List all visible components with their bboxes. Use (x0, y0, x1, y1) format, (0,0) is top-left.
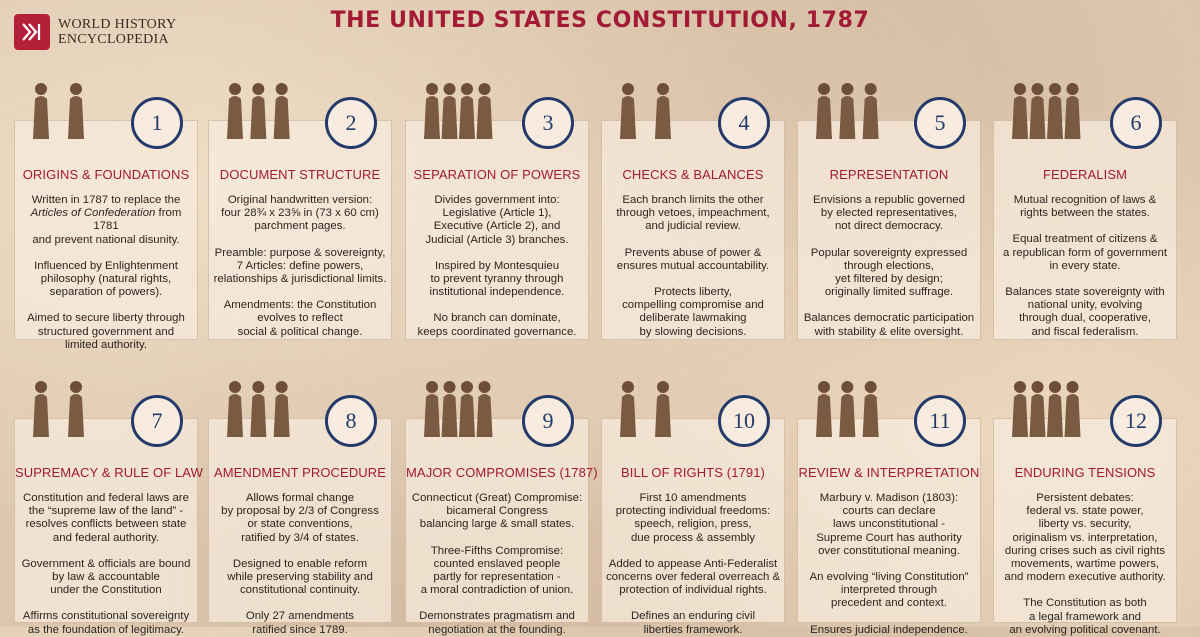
card-paragraph: The Constitution as both a legal framework and an evolving political covenant. (1009, 597, 1161, 636)
topic-card (14, 110, 198, 351)
card-body (17, 492, 195, 637)
founders-illustration (217, 75, 307, 139)
card-paragraph: Balances democratic participation with stability & elite oversight. (803, 312, 975, 338)
card-paragraph: Ensures judicial independence. (810, 623, 968, 636)
card-paragraph: Affirms constitutional sovereignty as the foundation of legitimacy. (22, 610, 190, 636)
card-paragraph: Protects liberty, compelling compromise and deliberate lawmaking by slowing decisions. (622, 286, 764, 338)
founders-illustration (23, 373, 113, 437)
topic-card (208, 110, 392, 340)
card-paragraph: Popular sovereignty expressed through elections, yet filtered by design; originally limited suffrage. (810, 246, 968, 299)
card-paragraph: Connecticut (Great) Compromise: bicameral Congress balancing large & small states. (411, 492, 583, 531)
card-paragraph: Government & officials are bound by law & accountable under the Constitution (21, 557, 191, 597)
card-body (408, 194, 586, 339)
card-paragraph: Mutual recognition of laws & rights between the states. (1013, 194, 1157, 220)
card-number-badge: 1 (131, 97, 183, 149)
founders-illustration (610, 75, 700, 139)
founders-illustration (806, 75, 896, 139)
page-title: THE UNITED STATES CONSTITUTION, 1787 (330, 8, 870, 33)
founders-illustration (23, 75, 113, 139)
card-body (996, 194, 1174, 339)
card-body (211, 492, 389, 637)
card-paragraph: Allows formal change by proposal by 2/3 of Congress or state conventions, ratified by 3/4 of states. (221, 492, 379, 544)
topic-card (993, 110, 1177, 340)
card-body (604, 492, 782, 637)
card-paragraph: Three-Fifths Compromise: counted enslaved people partly for representation - a moral contradiction of union. (420, 544, 574, 597)
card-paragraph: Defines an enduring civil liberties framework. (630, 610, 756, 636)
card-paragraph: First 10 amendments protecting individual freedoms: speech, religion, press, due process & assembly (615, 492, 771, 544)
brand-line-1: WORLD HISTORY (58, 17, 177, 32)
card-title: MAJOR COMPROMISES (1787) (406, 465, 598, 480)
founders-illustration (414, 75, 504, 139)
card-title: SUPREMACY & RULE OF LAW (15, 465, 203, 480)
founders-illustration (217, 373, 307, 437)
founders-illustration (1002, 75, 1092, 139)
card-paragraph: An evolving “living Constitution” interpreted through precedent and context. (809, 571, 969, 610)
card-paragraph: Divides government into: Legislative (Article 1), Executive (Article 2), and Judicial (Article 3) branches. (425, 194, 569, 246)
card-body (604, 194, 782, 339)
card-paragraph: Each branch limits the other through vetoes, impeachment, and judicial review. (616, 194, 770, 233)
founders-illustration (806, 373, 896, 437)
card-number-badge: 2 (325, 97, 377, 149)
card-number-badge: 5 (914, 97, 966, 149)
card-title: AMENDMENT PROCEDURE (213, 465, 387, 480)
card-title: FEDERALISM (1042, 167, 1128, 182)
card-paragraph: Marbury v. Madison (1803): courts can declare laws unconstitutional - Supreme Court has authority over constitutional meaning. (816, 492, 962, 557)
founders-illustration (1002, 373, 1092, 437)
topic-card (601, 110, 785, 340)
card-title: REPRESENTATION (829, 167, 949, 182)
card-number-badge: 7 (131, 395, 183, 447)
card-paragraph: Envisions a republic governed by elected representatives, not direct democracy. (813, 194, 965, 233)
topic-card (601, 408, 785, 636)
topic-card (405, 110, 589, 340)
founders-illustration (610, 373, 700, 437)
topic-card (797, 110, 981, 340)
card-body (408, 492, 586, 637)
card-body (211, 194, 389, 339)
card-title: ORIGINS & FOUNDATIONS (22, 167, 190, 182)
card-number-badge: 8 (325, 395, 377, 447)
card-paragraph: Written in 1787 to replace the Articles of Confederation from 1781 and prevent national disunity. (30, 194, 182, 246)
card-paragraph: Added to appease Anti-Federalist concerns over federal overreach & protection of individual rights. (605, 557, 781, 597)
card-title: REVIEW & INTERPRETATION (798, 465, 980, 480)
card-number-badge: 12 (1110, 395, 1162, 447)
document-name: Articles of Confederation (30, 207, 156, 220)
card-paragraph: No branch can dominate, keeps coordinated governance. (417, 312, 577, 338)
card-paragraph: Amendments: the Constitution evolves to reflect social & political change. (223, 299, 377, 338)
topic-card (405, 408, 598, 636)
card-title: CHECKS & BALANCES (622, 167, 764, 182)
card-body (17, 194, 195, 352)
card-number-badge: 6 (1110, 97, 1162, 149)
card-paragraph: Influenced by Enlightenment philosophy (natural rights, separation of powers). (34, 259, 178, 299)
topic-card (797, 408, 981, 636)
card-body (996, 492, 1174, 637)
card-title: ENDURING TENSIONS (1014, 465, 1156, 480)
card-number-badge: 10 (718, 395, 770, 447)
card-paragraph: Demonstrates pragmatism and negotiation at the founding. (419, 610, 575, 636)
card-paragraph: Persistent debates: federal vs. state power, liberty vs. security, originalism vs. interpretation, during crises such as civil rights movements, wartime powers, and modern executive authority. (1004, 492, 1166, 584)
card-title: SEPARATION OF POWERS (413, 167, 581, 182)
card-paragraph: Prevents abuse of power & ensures mutual accountability. (616, 246, 770, 272)
card-title: BILL OF RIGHTS (1791) (621, 465, 765, 480)
card-paragraph: Preamble: purpose & sovereignty, 7 Articles: define powers, relationships & jurisdictional limits. (213, 246, 387, 286)
topic-card (208, 408, 392, 636)
card-paragraph: Constitution and federal laws are the “supreme law of the land” - resolves conflicts between state and federal authority. (23, 492, 189, 544)
card-body (800, 194, 978, 339)
card-title: DOCUMENT STRUCTURE (219, 167, 381, 182)
card-paragraph: Only 27 amendments ratified since 1789. (245, 610, 355, 636)
card-paragraph: Original handwritten version: four 28¾ x 23⅝ in (73 x 60 cm) parchment pages. (221, 194, 379, 233)
brand-line-2: ENCYCLOPEDIA (58, 32, 169, 47)
card-paragraph: Inspired by Montesquieu to prevent tyranny through institutional independence. (429, 259, 565, 299)
card-number-badge: 4 (718, 97, 770, 149)
card-number-badge: 9 (522, 395, 574, 447)
founders-illustration (414, 373, 504, 437)
card-paragraph: Aimed to secure liberty through structured government and limited authority. (27, 312, 185, 351)
card-number-badge: 3 (522, 97, 574, 149)
card-number-badge: 11 (914, 395, 966, 447)
card-paragraph: Balances state sovereignty with national unity, evolving through dual, cooperative, and fiscal federalism. (1005, 286, 1165, 338)
card-paragraph: Equal treatment of citizens & a republican form of government in every state. (1003, 233, 1167, 272)
card-paragraph: Designed to enable reform while preserving stability and constitutional continuity. (227, 557, 373, 597)
topic-card (993, 408, 1177, 636)
topic-card (14, 408, 203, 636)
card-body (800, 492, 978, 637)
